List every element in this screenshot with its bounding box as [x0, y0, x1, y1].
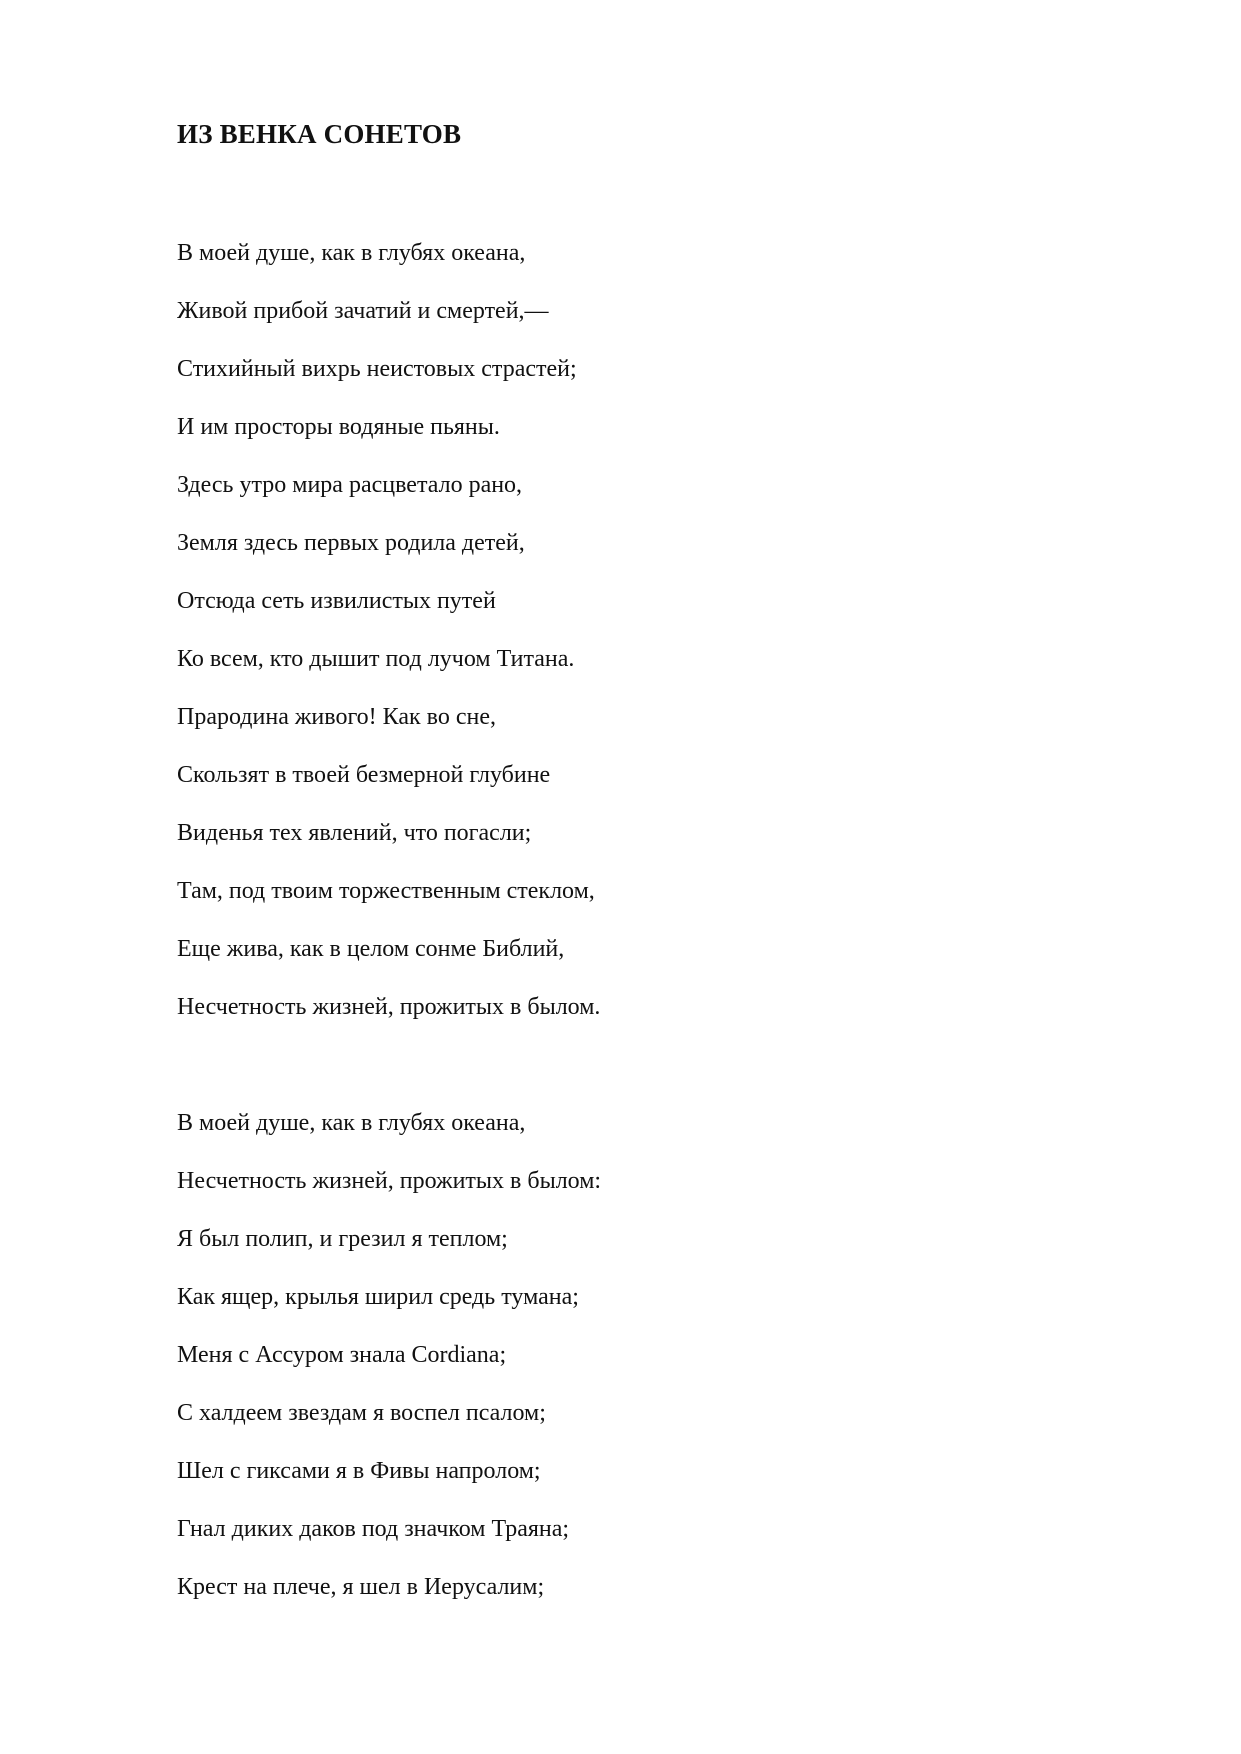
verse-line: Меня с Ассуром знала Cordiana; [177, 1342, 507, 1368]
verse-line: Гнал диких даков под значком Траяна; [177, 1516, 570, 1542]
verse-line: Как ящер, крылья ширил средь тумана; [177, 1284, 579, 1310]
verse-line: Живой прибой зачатий и смертей,— [177, 298, 549, 324]
verse-line: Несчетность жизней, прожитых в былом: [177, 1168, 602, 1194]
verse-line: Шел с гиксами я в Фивы напролом; [177, 1458, 541, 1484]
verse-line: Там, под твоим торжественным стеклом, [177, 878, 595, 904]
verse-line: Отсюда сеть извилистых путей [177, 588, 496, 614]
verse-line: В моей душе, как в глубях океана, [177, 1110, 526, 1136]
verse-line: В моей душе, как в глубях океана, [177, 240, 526, 266]
stanza-1 [177, 236, 600, 1048]
verse-line: С халдеем звездам я воспел псалом; [177, 1400, 546, 1426]
verse-line: Несчетность жизней, прожитых в былом. [177, 994, 601, 1020]
verse-line: Виденья тех явлений, что погасли; [177, 820, 532, 846]
verse-line: Еще жива, как в целом сонме Библий, [177, 936, 565, 962]
verse-line: Я был полип, и грезил я теплом; [177, 1226, 508, 1252]
verse-line: Земля здесь первых родила детей, [177, 530, 525, 556]
stanza-2 [177, 1106, 601, 1628]
verse-line: Прародина живого! Как во сне, [177, 704, 496, 730]
verse-line: Здесь утро мира расцветало рано, [177, 472, 523, 498]
verse-line: Крест на плече, я шел в Иерусалим; [177, 1574, 545, 1600]
verse-line: И им просторы водяные пьяны. [177, 414, 500, 440]
poem-title: ИЗ ВЕНКА СОНЕТОВ [177, 119, 462, 149]
verse-line: Скользят в твоей безмерной глубине [177, 762, 551, 788]
verse-line: Ко всем, кто дышит под лучом Титана. [177, 646, 575, 672]
verse-line: Стихийный вихрь неистовых страстей; [177, 356, 577, 382]
